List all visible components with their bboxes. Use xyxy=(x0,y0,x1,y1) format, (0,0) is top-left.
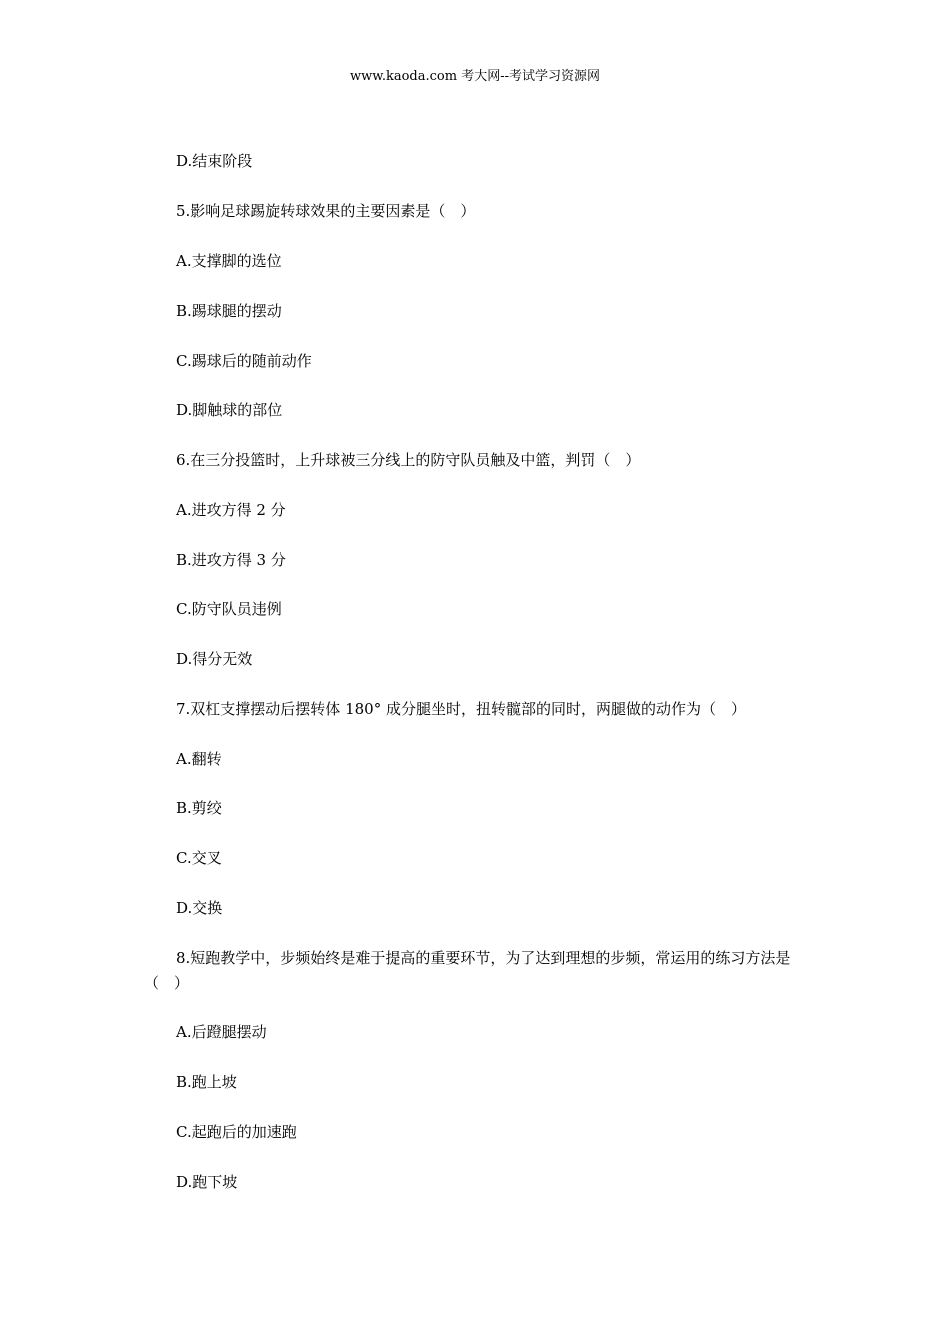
option-d-q8: D.跑下坡 xyxy=(176,1173,238,1191)
option-b-q8: B.跑上坡 xyxy=(176,1073,237,1091)
option-b-q5: B.踢球腿的摆动 xyxy=(176,302,282,320)
option-d-q7: D.交换 xyxy=(176,899,223,917)
option-b-q7: B.剪绞 xyxy=(176,799,222,817)
option-a-q5: A.支撑脚的选位 xyxy=(176,252,282,270)
option-d-q6: D.得分无效 xyxy=(176,650,253,668)
page-header: www.kaoda.com 考大网--考试学习资源网 xyxy=(350,69,600,84)
option-c-q5: C.踢球后的随前动作 xyxy=(176,352,312,370)
question-6: 6.在三分投篮时，上升球被三分线上的防守队员触及中篮，判罚（ ） xyxy=(176,451,641,469)
option-a-q6: A.进攻方得 2 分 xyxy=(176,501,286,519)
option-c-q6: C.防守队员违例 xyxy=(176,600,282,618)
option-b-q6: B.进攻方得 3 分 xyxy=(176,551,286,569)
question-5: 5.影响足球踢旋转球效果的主要因素是（ ） xyxy=(176,202,476,220)
option-d-q5: D.脚触球的部位 xyxy=(176,401,283,419)
option-a-q7: A.翻转 xyxy=(176,750,222,768)
question-7: 7.双杠支撑摆动后摆转体 180° 成分腿坐时，扭转髋部的同时，两腿做的动作为（ ） xyxy=(176,700,746,718)
question-8: 8.短跑教学中，步频始终是难于提高的重要环节，为了达到理想的步频，常运用的练习方法是（ ） xyxy=(144,949,791,992)
option-a-q8: A.后蹬腿摆动 xyxy=(176,1023,267,1041)
option-d-q4: D.结束阶段 xyxy=(176,152,253,170)
option-c-q8: C.起跑后的加速跑 xyxy=(176,1123,297,1141)
option-c-q7: C.交叉 xyxy=(176,849,222,867)
